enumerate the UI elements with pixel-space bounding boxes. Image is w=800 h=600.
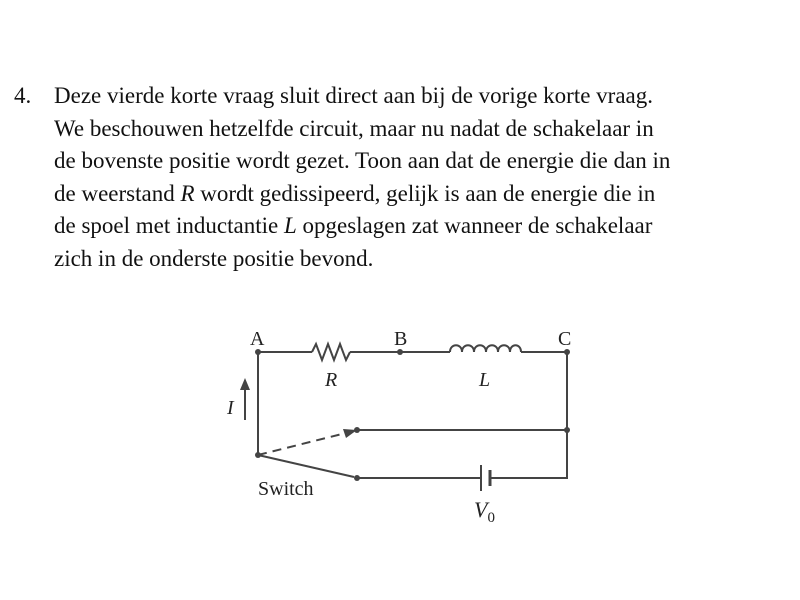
question-text-segment: Deze vierde korte vraag sluit direct aan bij de vorige korte vraag.	[54, 83, 654, 108]
switch-dashed-arrowhead	[343, 429, 357, 438]
node-b-label: B	[394, 328, 408, 350]
question-text-segment: de spoel met inductantie	[54, 213, 284, 238]
question-text-segment: zich in de onderste positie bevond.	[54, 245, 374, 271]
question-text-segment: de weerstand	[54, 180, 181, 206]
lower-contact-dot	[354, 475, 360, 481]
inductor-symbol	[450, 345, 521, 352]
question-text-segment: We beschouwen hetzelfde circuit, maar nu nadat de schakelaar in	[54, 115, 654, 141]
question-text-segment: opgeslagen zat wanneer de schakelaar	[296, 213, 653, 238]
node-a-label: A	[250, 328, 265, 350]
current-arrow-head	[240, 378, 250, 390]
inductor-label: L	[479, 369, 491, 391]
current-label: I	[227, 397, 234, 419]
wire-right	[490, 352, 567, 478]
source-label-main: V	[474, 497, 488, 522]
question-text-segment: wordt gedissipeerd, gelijk is aan de energie die in	[194, 180, 656, 206]
resistor-label: R	[325, 369, 338, 391]
question-text-segment: de bovenste positie wordt gezet. Toon aan dat de energie die dan in	[54, 148, 671, 173]
source-label-subscript: 0	[487, 510, 495, 526]
switch-blade-closed	[258, 455, 354, 477]
switch-label: Switch	[258, 478, 314, 500]
resistor-symbol	[312, 344, 350, 360]
switch-blade-dashed	[258, 433, 346, 455]
source-label	[474, 497, 495, 526]
node-c-label: C	[558, 328, 572, 350]
question-symbol: R	[180, 180, 195, 206]
question-number: 4.	[14, 83, 32, 108]
question-symbol: L	[283, 213, 297, 238]
